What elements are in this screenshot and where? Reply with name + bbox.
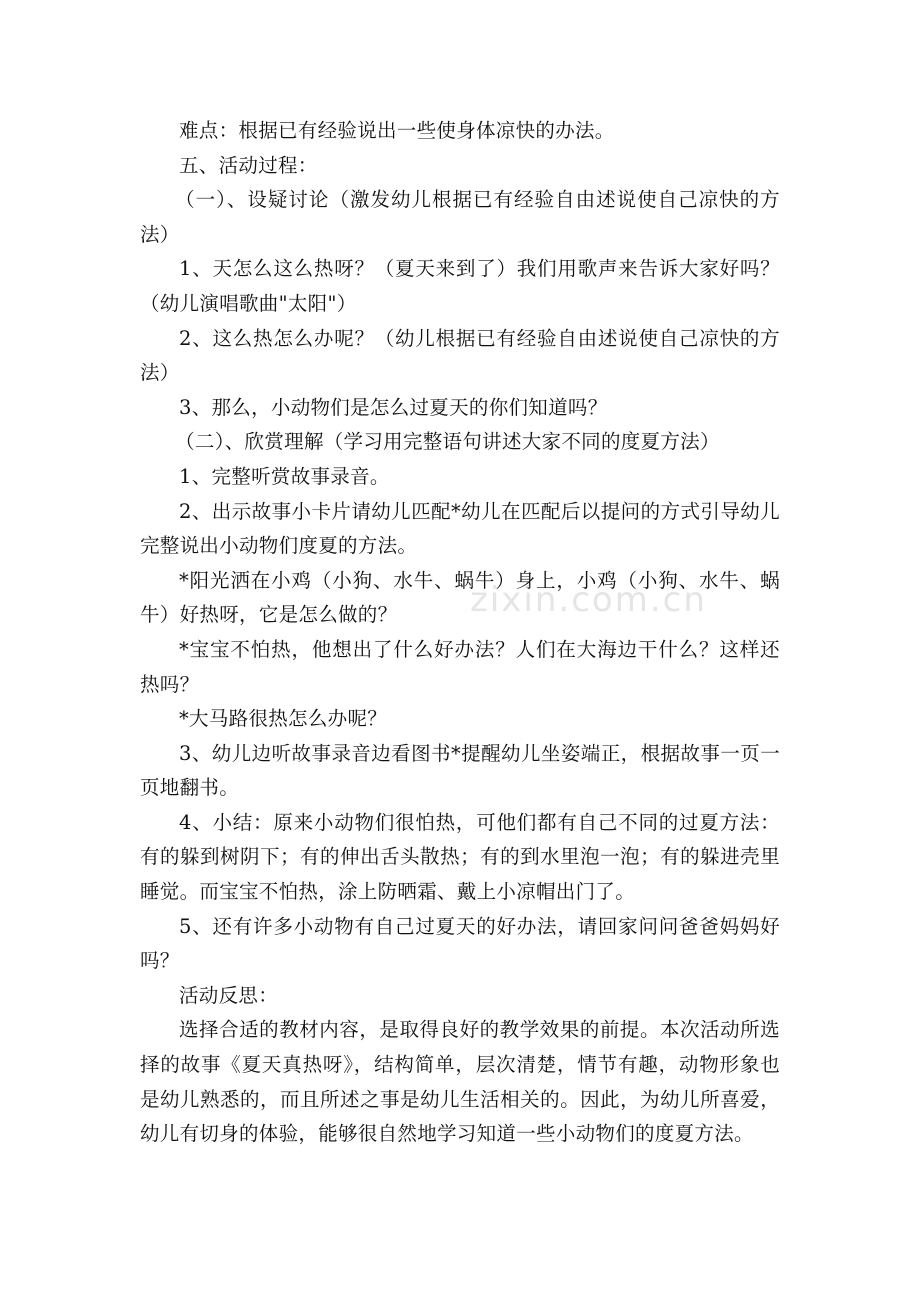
difficulty-point: 难点：根据已有经验说出一些使身体凉快的办法。 [179,119,615,142]
document-body [140,114,780,1152]
question-item-sunshine: *阳光洒在小鸡（小狗、水牛、蜗牛）身上，小鸡（小狗、水牛、蜗牛）好热呀，它是怎么做的？ [140,568,780,627]
process-step-3: 3、那么，小动物们是怎么过夏天的你们知道吗？ [179,395,608,419]
question-item-baby: *宝宝不怕热，他想出了什么好办法？人们在大海边干什么？这样还热吗？ [140,637,780,696]
reflection-paragraph: 选择合适的教材内容，是取得良好的教学效果的前提。本次活动所选择的故事《夏天真热呀》，结构简单，层次清楚，情节有趣，动物形象也是幼儿熟悉的，而且所述之事是幼儿生活相关的。因此，为幼儿所喜爱，幼儿有切身的体验，能够很自然地学习知道一些小动物们的度夏方法。 [140,1018,780,1146]
section-heading-activity-process: 五、活动过程： [179,153,318,177]
section-heading-reflection: 活动反思： [179,983,279,1007]
appreciation-step-3: 3、幼儿边听故事录音边看图书*提醒幼儿坐姿端正，根据故事一页一页地翻书。 [140,741,780,800]
appreciation-step-5: 5、还有许多小动物有自己过夏天的好办法，请回家问问爸爸妈妈好吗？ [140,914,780,973]
watermark: zixin.com.cn [470,580,707,620]
process-step-1: 1、天怎么这么热呀？（夏天来到了）我们用歌声来告诉大家好吗？（幼儿演唱歌曲"太阳"） [140,257,780,315]
subsection-heading-appreciation: （二）、欣赏理解（学习用完整语句讲述大家不同的度夏方法） [175,430,720,454]
appreciation-step-2: 2、出示故事小卡片请幼儿匹配*幼儿在匹配后以提问的方式引导幼儿完整说出小动物们度夏的方法。 [140,499,780,558]
appreciation-step-4-summary: 4、小结：原来小动物们很怕热，可他们都有自己不同的过夏方法：有的躲到树阴下；有的伸出舌头散热；有的到水里泡一泡；有的躲进壳里睡觉。而宝宝不怕热，涂上防晒霜、戴上小凉帽出门了。 [140,810,780,904]
appreciation-step-1: 1、完整听赏故事录音。 [179,464,390,488]
question-item-road: *大马路很热怎么办呢？ [179,707,388,731]
subsection-heading-discussion: （一）、设疑讨论（激发幼儿根据已有经验自由述说使自己凉快的方法） [140,188,780,246]
process-step-2: 2、这么热怎么办呢？（幼儿根据已有经验自由述说使自己凉快的方法） [140,326,780,385]
